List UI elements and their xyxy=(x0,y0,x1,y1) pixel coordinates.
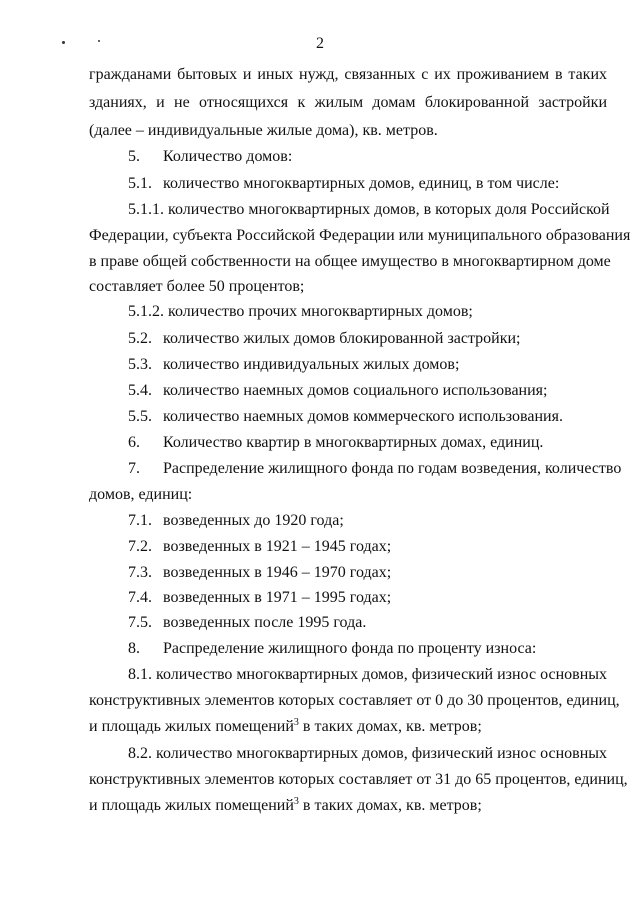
item-5-4-text: количество наемных домов социального использования; xyxy=(163,382,548,399)
item-5-number: 5. xyxy=(128,148,140,165)
item-6-number: 6. xyxy=(128,434,140,451)
item-5-1 xyxy=(128,175,559,193)
item-8-1-line-1: 8.1. количество многоквартирных домов, физический износ основных xyxy=(128,666,607,683)
item-5-1-number: 5.1. xyxy=(128,175,152,192)
intro-line-3: (далее – индивидуальные жилые дома), кв. метров. xyxy=(89,122,438,139)
item-7-4 xyxy=(128,589,391,607)
item-7-1-text: возведенных до 1920 года; xyxy=(163,512,344,529)
intro-line-1: гражданами бытовых и иных нужд, связанных с их проживанием в таких xyxy=(89,66,607,83)
item-7-line-1 xyxy=(128,460,622,478)
item-5-2-text: количество жилых домов блокированной застройки; xyxy=(163,330,521,347)
item-7-2-number: 7.2. xyxy=(128,538,152,555)
item-7-3 xyxy=(128,564,391,582)
item-5 xyxy=(128,148,292,166)
item-5-2-number: 5.2. xyxy=(128,330,152,347)
item-8-2-line-3-rest: в таких домах, кв. метров; xyxy=(298,797,482,814)
item-7-5-text: возведенных после 1995 года. xyxy=(163,614,367,631)
item-8-2-line-3-text: и площадь жилых помещений xyxy=(89,797,294,814)
item-8-1-line-3 xyxy=(89,718,482,736)
item-5-1-1-line-2: Федерации, субъекта Российской Федерации или муниципального образования xyxy=(89,227,631,244)
item-8-1-line-2: конструктивных элементов которых составляет от 0 до 30 процентов, единиц, xyxy=(89,692,620,709)
item-8 xyxy=(128,640,536,658)
item-5-text: Количество домов: xyxy=(163,148,293,165)
page-number: 2 xyxy=(316,35,324,52)
item-8-1-line-3-rest: в таких домах, кв. метров; xyxy=(298,718,482,735)
item-5-3-text: количество индивидуальных жилых домов; xyxy=(163,356,460,373)
item-7-1-number: 7.1. xyxy=(128,512,152,529)
footnote-ref: 3 xyxy=(293,717,299,728)
intro-line-2: зданиях, и не относящихся к жилым домам блокированной застройки xyxy=(89,94,607,111)
item-7-1 xyxy=(128,512,344,530)
item-7-3-text: возведенных в 1946 – 1970 годах; xyxy=(163,564,392,581)
item-8-text: Распределение жилищного фонда по проценту износа: xyxy=(163,640,537,657)
item-5-2 xyxy=(128,330,521,348)
item-5-5 xyxy=(128,408,563,426)
item-5-1-1-line-3: в праве общей собственности на общее имущество в многоквартирном доме xyxy=(89,253,611,270)
item-5-5-number: 5.5. xyxy=(128,408,152,425)
item-7-4-text: возведенных в 1971 – 1995 годах; xyxy=(163,589,392,606)
item-7-5-number: 7.5. xyxy=(128,614,152,631)
item-5-3-number: 5.3. xyxy=(128,356,152,373)
item-5-5-text: количество наемных домов коммерческого использования. xyxy=(163,408,563,425)
item-7-number: 7. xyxy=(128,460,140,477)
item-7-text: Распределение жилищного фонда по годам возведения, количество xyxy=(163,460,622,477)
item-7-4-number: 7.4. xyxy=(128,589,152,606)
item-7-2-text: возведенных в 1921 – 1945 годах; xyxy=(163,538,392,555)
item-5-4 xyxy=(128,382,547,400)
item-7-3-number: 7.3. xyxy=(128,564,152,581)
item-6 xyxy=(128,434,543,452)
item-5-1-1-line-4: составляет более 50 процентов; xyxy=(89,278,305,295)
item-8-number: 8. xyxy=(128,640,140,657)
item-5-1-1-line-1: 5.1.1. количество многоквартирных домов, в которых доля Российской xyxy=(128,201,610,218)
item-5-1-2: 5.1.2. количество прочих многоквартирных домов; xyxy=(128,303,473,320)
item-5-4-number: 5.4. xyxy=(128,382,152,399)
item-8-2-line-2: конструктивных элементов которых составляет от 31 до 65 процентов, единиц, xyxy=(89,771,628,788)
item-7-line-2: домов, единиц: xyxy=(89,486,193,503)
item-8-2-line-3 xyxy=(89,797,482,815)
item-7-5 xyxy=(128,614,366,632)
footnote-ref: 3 xyxy=(293,796,299,807)
item-8-1-line-3-text: и площадь жилых помещений xyxy=(89,718,294,735)
item-6-text: Количество квартир в многоквартирных домах, единиц. xyxy=(163,434,544,451)
item-8-2-line-1: 8.2. количество многоквартирных домов, физический износ основных xyxy=(128,745,607,762)
item-5-3 xyxy=(128,356,459,374)
item-7-2 xyxy=(128,538,391,556)
item-5-1-text: количество многоквартирных домов, единиц, в том числе: xyxy=(163,175,560,192)
